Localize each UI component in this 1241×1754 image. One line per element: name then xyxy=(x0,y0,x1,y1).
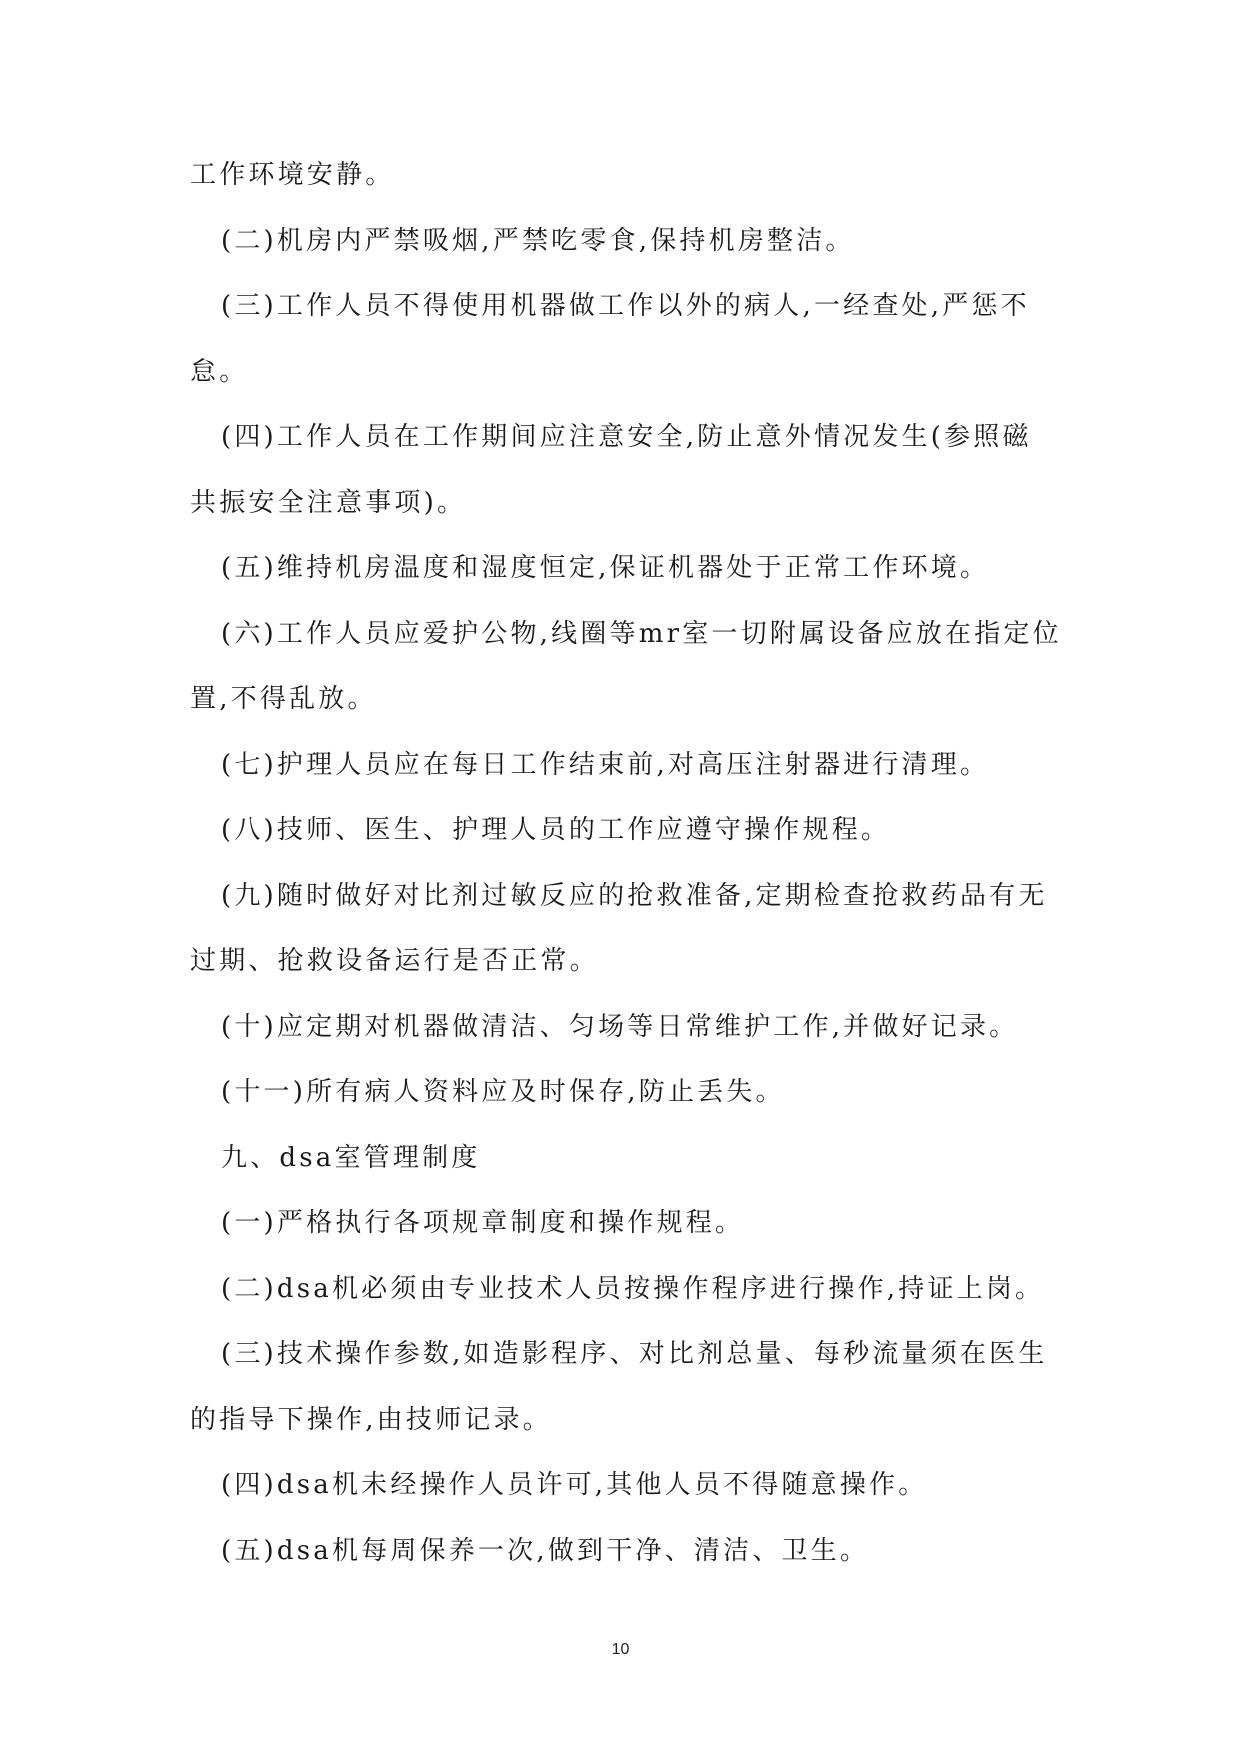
paragraph-line: 的指导下操作,由技师记录。 xyxy=(190,1404,552,1435)
paragraph-line: (九)随时做好对比剂过敏反应的抢救准备,定期检查抢救药品有无 xyxy=(221,880,1048,911)
paragraph-line: (一)严格执行各项规章制度和操作规程。 xyxy=(221,1208,745,1238)
paragraph-line: (二)机房内严禁吸烟,严禁吃零食,保持机房整洁。 xyxy=(221,225,855,256)
paragraph-line: 怠。 xyxy=(190,356,249,387)
page-number: 10 xyxy=(611,1641,630,1658)
paragraph-line: (五)dsa机每周保养一次,做到干净、清洁、卫生。 xyxy=(221,1535,870,1566)
paragraph-line: (三)技术操作参数,如造影程序、对比剂总量、每秒流量须在医生 xyxy=(221,1339,1048,1369)
paragraph-line: (六)工作人员应爱护公物,线圈等mr室一切附属设备应放在指定位 xyxy=(221,618,1062,649)
paragraph-line: 共振安全注意事项)。 xyxy=(190,487,467,518)
paragraph-line: 过期、抢救设备运行是否正常。 xyxy=(190,946,599,976)
paragraph-line: (四)dsa机未经操作人员许可,其他人员不得随意操作。 xyxy=(221,1470,928,1500)
section-heading: 九、dsa室管理制度 xyxy=(221,1142,481,1173)
paragraph-line: (二)dsa机必须由专业技术人员按操作程序进行操作,持证上岗。 xyxy=(221,1273,1045,1304)
document-body xyxy=(190,157,1062,1598)
paragraph-line: (三)工作人员不得使用机器做工作以外的病人,一经查处,严惩不 xyxy=(221,291,1030,321)
paragraph-line: (四)工作人员在工作期间应注意安全,防止意外情况发生(参照磁 xyxy=(221,422,1032,452)
paragraph-line: (七)护理人员应在每日工作结束前,对高压注射器进行清理。 xyxy=(221,749,990,780)
paragraph-line: (五)维持机房温度和湿度恒定,保证机器处于正常工作环境。 xyxy=(221,553,990,583)
paragraph-line: 工作环境安静。 xyxy=(190,160,395,190)
paragraph-line: (八)技师、医生、护理人员的工作应遵守操作规程。 xyxy=(221,815,891,845)
paragraph-line: (十)应定期对机器做清洁、匀场等日常维护工作,并做好记录。 xyxy=(221,1011,1019,1042)
paragraph-line: (十一)所有病人资料应及时保存,防止丢失。 xyxy=(221,1077,785,1107)
paragraph-line: 置,不得乱放。 xyxy=(190,684,377,714)
